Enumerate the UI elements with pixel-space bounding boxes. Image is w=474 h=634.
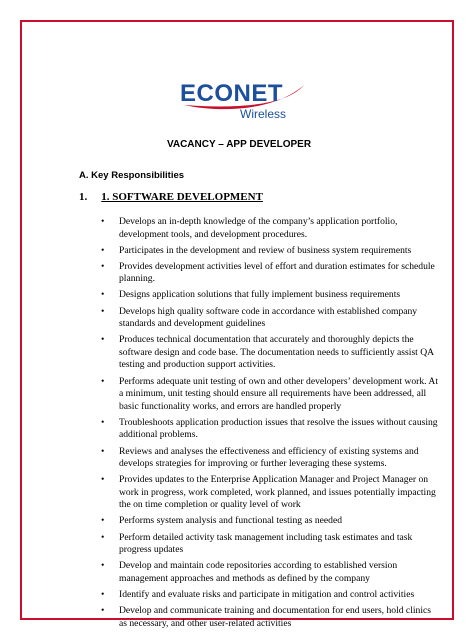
bullet-icon: • — [101, 445, 105, 457]
list-item — [93, 261, 438, 286]
bullet-icon: • — [101, 474, 105, 486]
bullet-icon: • — [101, 515, 105, 527]
list-item-text: Provides development activities level of effort and duration estimates for schedule planning. — [119, 260, 435, 285]
list-item-text: Performs adequate unit testing of own and other developers’ development work. At a minimum, unit testing should ensure all requirements have been addressed, all basic functionality works, and errors are handled properly — [119, 375, 438, 412]
list-item-text: Troubleshoots application production issues that resolve the issues without causing additional problems. — [119, 416, 438, 441]
subsection-number: 1. — [79, 191, 88, 203]
bullet-icon: • — [101, 375, 105, 387]
list-item — [93, 589, 438, 602]
bullet-icon: • — [101, 605, 105, 617]
page-title: VACANCY – APP DEVELOPER — [166, 139, 312, 150]
bullet-icon: • — [101, 244, 105, 256]
bullet-icon: • — [101, 560, 105, 572]
list-item — [93, 474, 438, 512]
list-item — [93, 245, 438, 258]
list-item-text: Provides updates to the Enterprise Application Manager and Project Manager on work in progress, work completed, work planned, and issues potentially impacting the on time completion or quality level of work — [119, 474, 436, 511]
list-item — [93, 417, 438, 442]
subsection-title: 1. SOFTWARE DEVELOPMENT — [101, 191, 263, 203]
bullet-icon: • — [101, 531, 105, 543]
list-item — [93, 334, 438, 372]
list-item-text: Identify and evaluate risks and participate in mitigation and control activities — [119, 588, 415, 600]
list-item — [93, 532, 438, 557]
bullet-icon: • — [101, 289, 105, 301]
list-item — [93, 216, 438, 241]
bullet-icon: • — [101, 260, 105, 272]
logo-brand-text: ECONET — [180, 80, 284, 107]
document-page — [20, 20, 454, 629]
econet-logo — [180, 80, 320, 128]
list-item-text: Perform detailed activity task management including task estimates and task progress updates — [119, 531, 413, 556]
list-item-text: Participates in the development and review of business system requirements — [119, 244, 412, 256]
bullet-icon: • — [101, 334, 105, 346]
subsection-heading — [79, 191, 263, 203]
list-item — [93, 515, 438, 528]
list-item — [93, 289, 438, 302]
list-item-text: Develop and maintain code repositories according to established version management approaches and methods as defined by the company — [119, 560, 398, 584]
list-item-text: Develops an in-depth knowledge of the company’s application portfolio, development tools, and development procedures. — [119, 216, 398, 240]
bullet-icon: • — [101, 305, 105, 317]
list-item-text: Reviews and analyses the effectiveness and efficiency of existing systems and develops strategies for improving or further leveraging these systems. — [119, 445, 419, 470]
responsibilities-list — [93, 216, 438, 634]
list-item — [93, 446, 438, 471]
bullet-icon: • — [101, 416, 105, 428]
bullet-icon: • — [101, 588, 105, 600]
list-item — [93, 560, 438, 585]
list-item-text: Produces technical documentation that accurately and thoroughly depicts the software design and code base. The documentation needs to sufficiently assist QA testing and production support activities. — [119, 334, 434, 371]
list-item — [93, 605, 438, 630]
list-item — [93, 376, 438, 414]
section-heading: A. Key Responsibilities — [79, 170, 185, 181]
list-item-text: Performs system analysis and functional testing as needed — [119, 515, 343, 527]
list-item-text: Develop and communicate training and documentation for end users, hold clinics as necessary, and other user-related activities — [119, 605, 431, 629]
list-item — [93, 306, 438, 331]
logo-sub-text: Wireless — [240, 107, 287, 121]
list-item-text: Designs application solutions that fully implement business requirements — [119, 289, 401, 301]
list-item-text: Develops high quality software code in accordance with established company standards and development guidelines — [119, 305, 418, 330]
bullet-icon: • — [101, 216, 105, 227]
